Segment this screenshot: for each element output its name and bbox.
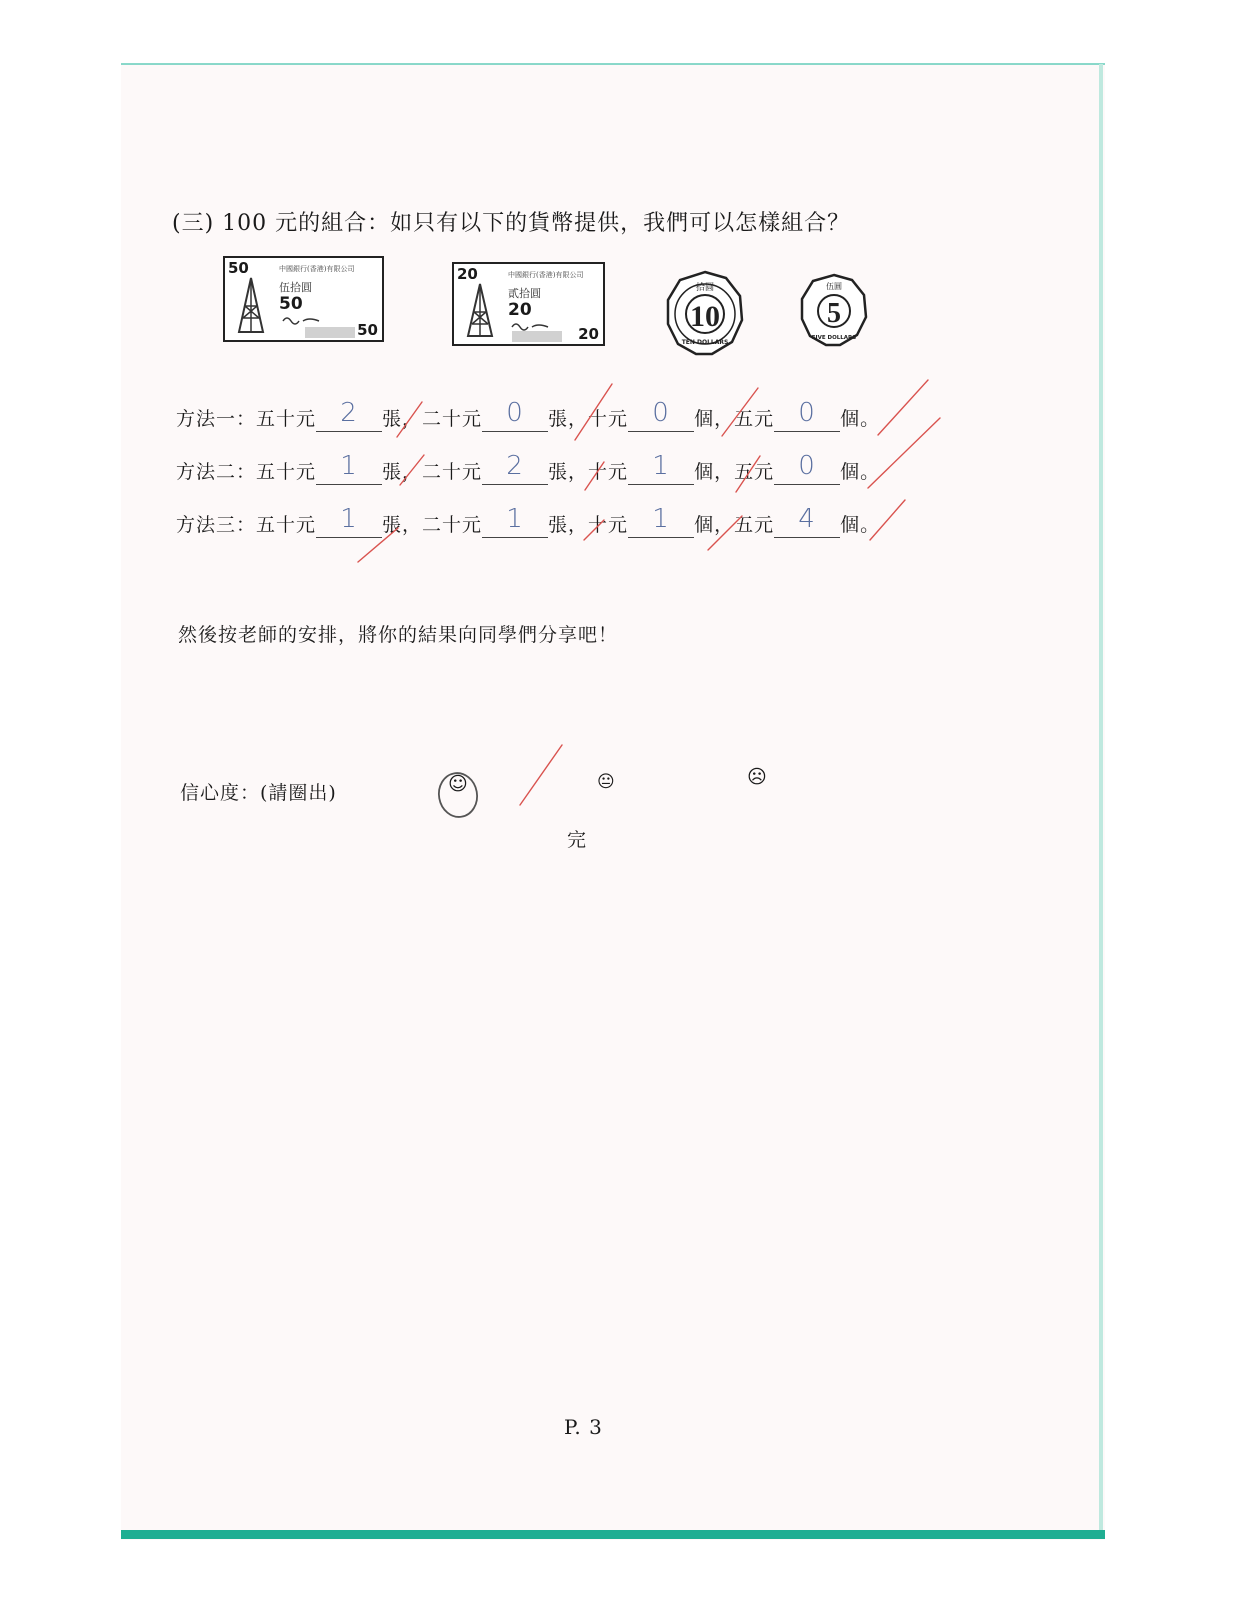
- five-answer: 0: [798, 398, 816, 428]
- five-label: 個，五元: [694, 514, 775, 536]
- share-instruction: 然後按老師的安排，將你的結果向同學們分享吧！: [178, 624, 619, 646]
- note20-script: 貳拾圓: [508, 287, 541, 300]
- five-label: 個，五元: [694, 408, 775, 430]
- twenty-answer: 2: [506, 451, 524, 481]
- method-label: 方法三：: [176, 514, 257, 536]
- five-dollar-coin-icon: [800, 273, 868, 347]
- coin10-bottom-text: TEN DOLLARS: [681, 339, 729, 346]
- fifty-dollar-note: [223, 256, 384, 342]
- fifty-answer: 2: [340, 398, 358, 428]
- note50-corner-value: 50: [228, 259, 249, 277]
- ten-answer: 0: [652, 398, 670, 428]
- coin5-bottom-text: FIVE DOLLARS: [811, 335, 857, 341]
- note50-center-value: 50: [279, 294, 303, 314]
- fifty-label: 五十元: [256, 514, 317, 536]
- signature-icon: [510, 321, 550, 331]
- signature-icon: [281, 315, 321, 325]
- fifty-answer-field[interactable]: [316, 451, 382, 485]
- end-label: 個。: [840, 408, 881, 430]
- end-label: 個。: [840, 461, 881, 483]
- ten-answer-field[interactable]: [628, 504, 694, 538]
- bank-tower-icon: [233, 276, 269, 334]
- note50-corner-value-bottom: 50: [357, 321, 378, 339]
- note50-script: 伍拾圓: [279, 281, 312, 294]
- ten-answer: 1: [652, 451, 670, 481]
- method-row-3: [176, 504, 881, 538]
- twenty-dollar-note: [452, 262, 605, 346]
- coin10-top-text: 拾圓: [695, 283, 715, 293]
- sad-face-option[interactable]: ☹: [747, 766, 767, 788]
- happy-face-option[interactable]: ☺: [448, 773, 468, 795]
- bank-tower-icon: [462, 282, 498, 338]
- five-answer: 0: [798, 451, 816, 481]
- note20-bank-text: 中國銀行(香港)有限公司: [508, 271, 584, 279]
- twenty-label: 張，二十元: [382, 408, 483, 430]
- method-row-2: [176, 451, 881, 485]
- ten-dollar-coin-icon: [666, 270, 744, 356]
- twenty-answer-field[interactable]: [482, 451, 548, 485]
- coin10-value: 10: [690, 300, 720, 333]
- note20-corner-value: 20: [457, 265, 478, 283]
- five-answer-field[interactable]: [774, 398, 840, 432]
- page-bottom-edge: [121, 1530, 1105, 1539]
- note50-bank-text: 中國銀行(香港)有限公司: [279, 265, 355, 273]
- twenty-answer-field[interactable]: [482, 398, 548, 432]
- method-label: 方法一：: [176, 408, 257, 430]
- five-answer-field[interactable]: [774, 451, 840, 485]
- five-label: 個，五元: [694, 461, 775, 483]
- end-mark: 完: [567, 829, 587, 851]
- page-top-edge: [121, 63, 1105, 65]
- end-label: 個。: [840, 514, 881, 536]
- coin5-value: 5: [827, 298, 841, 329]
- twenty-label: 張，二十元: [382, 461, 483, 483]
- ten-answer-field[interactable]: [628, 451, 694, 485]
- question-heading: (三) 100 元的組合：如只有以下的貨幣提供，我們可以怎樣組合？: [172, 211, 851, 236]
- note50-serial-block: [305, 327, 355, 338]
- ten-label: 張，十元: [548, 461, 629, 483]
- five-answer: 4: [798, 504, 816, 534]
- fifty-answer-field[interactable]: [316, 398, 382, 432]
- twenty-answer-field[interactable]: [482, 504, 548, 538]
- page-right-edge: [1099, 64, 1103, 1534]
- ten-answer-field[interactable]: [628, 398, 694, 432]
- twenty-answer: 1: [506, 504, 524, 534]
- method-row-1: [176, 398, 881, 432]
- five-answer-field[interactable]: [774, 504, 840, 538]
- coin5-top-text: 伍圓: [826, 282, 842, 291]
- fifty-label: 五十元: [256, 408, 317, 430]
- note20-serial-block: [512, 331, 562, 342]
- page-number: P. 3: [564, 1415, 603, 1439]
- twenty-answer: 0: [506, 398, 524, 428]
- note20-center-value: 20: [508, 300, 532, 320]
- ten-label: 張，十元: [548, 408, 629, 430]
- confidence-label: 信心度：(請圈出): [180, 782, 337, 804]
- fifty-label: 五十元: [256, 461, 317, 483]
- note20-corner-value-bottom: 20: [578, 325, 599, 343]
- twenty-label: 張，二十元: [382, 514, 483, 536]
- fifty-answer-field[interactable]: [316, 504, 382, 538]
- ten-label: 張，十元: [548, 514, 629, 536]
- method-label: 方法二：: [176, 461, 257, 483]
- fifty-answer: 1: [340, 451, 358, 481]
- neutral-face-option[interactable]: 😐: [597, 772, 615, 792]
- ten-answer: 1: [652, 504, 670, 534]
- fifty-answer: 1: [340, 504, 358, 534]
